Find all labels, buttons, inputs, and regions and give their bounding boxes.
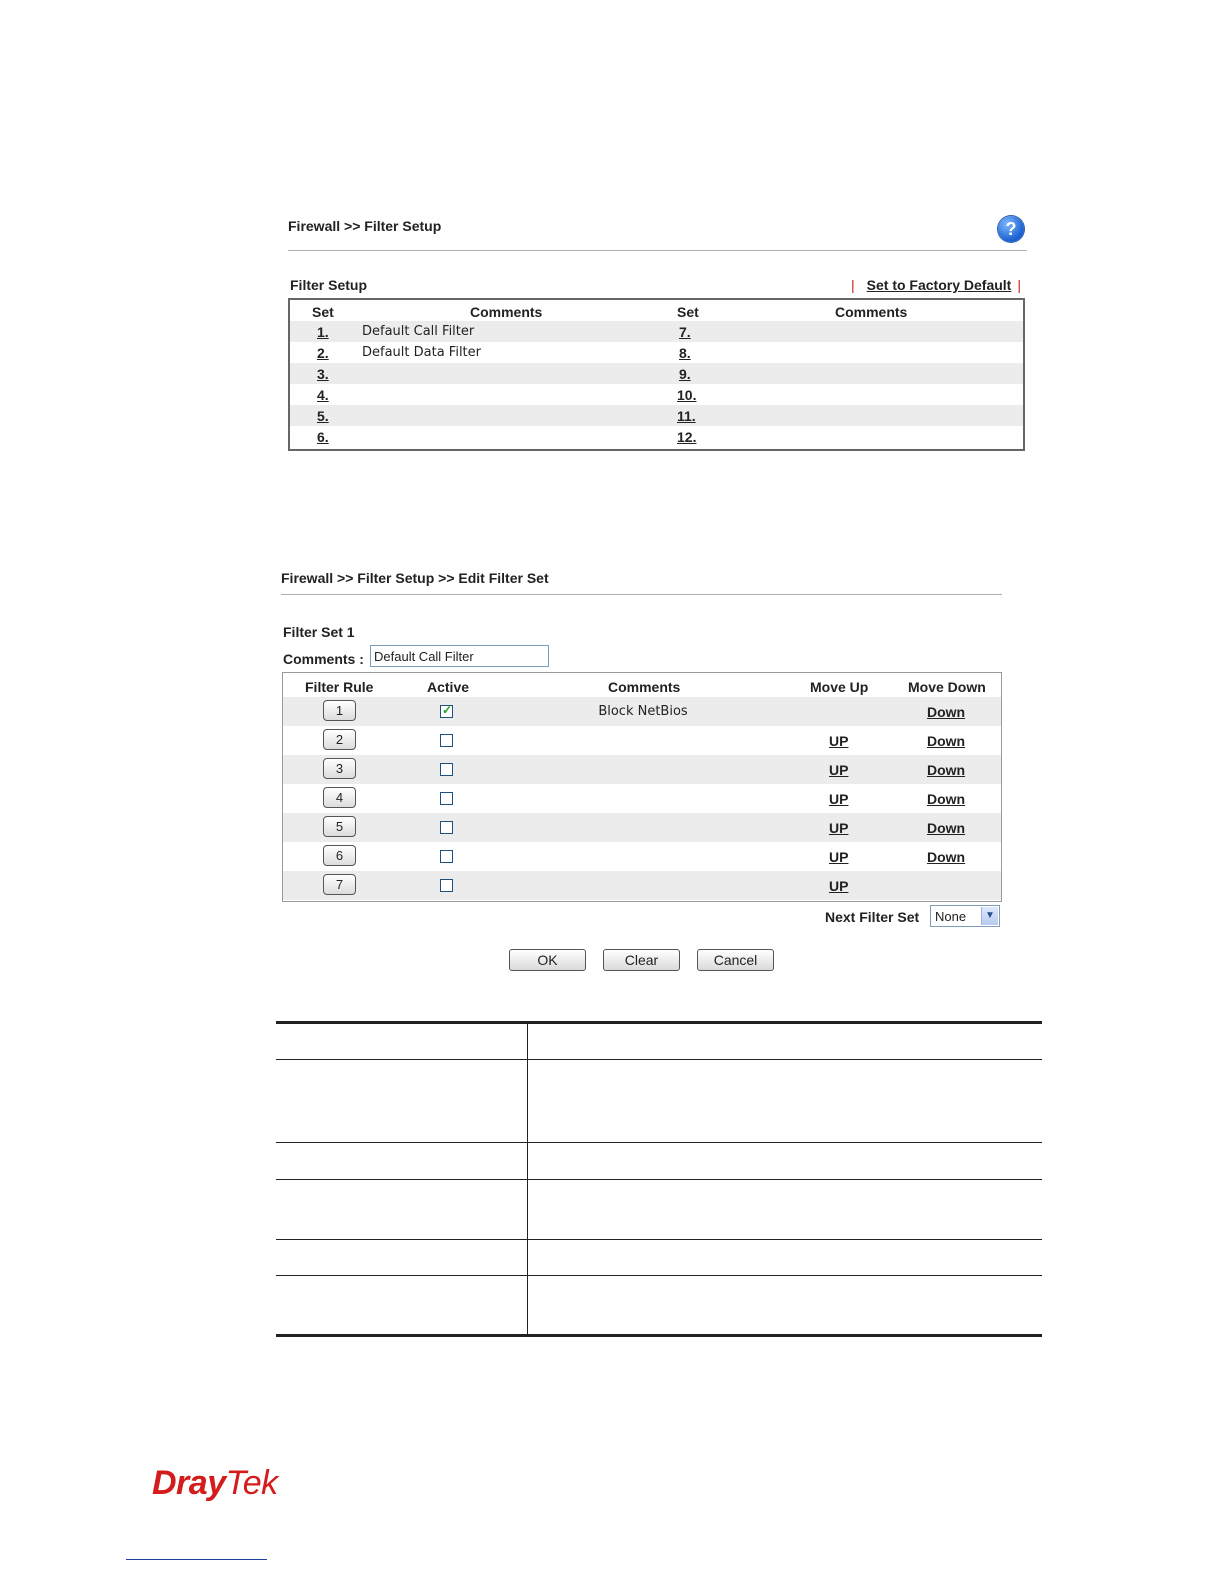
next-filter-set-label: Next Filter Set xyxy=(825,909,920,925)
comments-label: Comments : xyxy=(283,651,364,667)
move-down-link[interactable]: Down xyxy=(927,791,966,807)
factory-default-area xyxy=(851,277,1021,293)
filter-setup-breadcrumb: Firewall >> Filter Setup xyxy=(288,218,442,234)
filter-set-link[interactable]: 7. xyxy=(679,324,691,340)
rule-comment: Block NetBios xyxy=(598,704,688,719)
edit-filter-set-breadcrumb: Firewall >> Filter Setup >> Edit Filter Set xyxy=(281,570,549,586)
active-checkbox[interactable] xyxy=(440,792,453,805)
separator: | xyxy=(851,277,855,293)
move-up-link[interactable]: UP xyxy=(829,733,849,749)
table-rule xyxy=(276,1275,1042,1276)
filter-set-name: Filter Set 1 xyxy=(283,624,355,640)
col-comments: Comments xyxy=(470,304,543,320)
help-icon[interactable]: ? xyxy=(998,216,1024,242)
table-header xyxy=(283,673,1001,697)
table-row xyxy=(283,726,1001,755)
col-set: Set xyxy=(677,304,699,320)
divider xyxy=(281,594,1002,595)
set-comment: Default Data Filter xyxy=(362,345,481,360)
filter-set-link[interactable]: 12. xyxy=(677,429,697,445)
active-checkbox[interactable] xyxy=(440,763,453,776)
move-down-link[interactable]: Down xyxy=(927,849,966,865)
filter-rule-button[interactable]: 4 xyxy=(323,787,356,808)
move-up-link[interactable]: UP xyxy=(829,762,849,778)
table-row xyxy=(290,321,1023,342)
filter-set-link[interactable]: 2. xyxy=(317,345,329,361)
table-border-bottom xyxy=(276,1334,1042,1337)
filter-rule-button[interactable]: 1 xyxy=(323,700,356,721)
table-rule xyxy=(276,1179,1042,1180)
table-row xyxy=(283,784,1001,813)
filter-rule-button[interactable]: 7 xyxy=(323,874,356,895)
table-row xyxy=(290,384,1023,405)
active-checkbox[interactable] xyxy=(440,879,453,892)
table-column-divider xyxy=(527,1021,528,1336)
divider xyxy=(288,250,1027,251)
clear-button[interactable]: Clear xyxy=(603,949,680,971)
next-filter-set-select[interactable] xyxy=(930,905,1000,927)
set-comment: Default Call Filter xyxy=(362,324,475,339)
table-row xyxy=(290,342,1023,363)
table-header xyxy=(290,300,1023,321)
table-border-top xyxy=(276,1021,1042,1024)
next-filter-set-value: None xyxy=(935,909,967,924)
table-rule xyxy=(276,1059,1042,1060)
filter-set-link[interactable]: 5. xyxy=(317,408,329,424)
col-active: Active xyxy=(427,679,470,695)
table-row xyxy=(290,363,1023,384)
active-checkbox[interactable] xyxy=(440,734,453,747)
move-down-link[interactable]: Down xyxy=(927,762,966,778)
table-rule xyxy=(276,1239,1042,1240)
move-up-link[interactable]: UP xyxy=(829,849,849,865)
filter-set-link[interactable]: 4. xyxy=(317,387,329,403)
filter-set-link[interactable]: 6. xyxy=(317,429,329,445)
filter-set-link[interactable]: 9. xyxy=(679,366,691,382)
ok-button[interactable]: OK xyxy=(509,949,586,971)
col-filter-rule: Filter Rule xyxy=(305,679,374,695)
table-row xyxy=(283,871,1001,900)
active-checkbox[interactable] xyxy=(440,821,453,834)
filter-set-link[interactable]: 10. xyxy=(677,387,697,403)
set-to-factory-default-link[interactable]: Set to Factory Default xyxy=(866,277,1012,293)
col-set: Set xyxy=(312,304,334,320)
col-move-up: Move Up xyxy=(810,679,869,695)
move-down-link[interactable]: Down xyxy=(927,733,966,749)
col-move-down: Move Down xyxy=(908,679,986,695)
filter-set-link[interactable]: 8. xyxy=(679,345,691,361)
table-rule xyxy=(276,1142,1042,1143)
move-up-link[interactable]: UP xyxy=(829,878,849,894)
filter-rule-button[interactable]: 6 xyxy=(323,845,356,866)
col-comments: Comments xyxy=(608,679,681,695)
move-down-link[interactable]: Down xyxy=(927,704,966,720)
filter-rules-table xyxy=(282,672,1002,902)
chevron-down-icon[interactable]: ▼ xyxy=(981,907,998,925)
filter-rule-button[interactable]: 5 xyxy=(323,816,356,837)
col-comments: Comments xyxy=(835,304,908,320)
table-row xyxy=(283,813,1001,842)
separator: | xyxy=(1017,277,1021,293)
filter-rule-button[interactable]: 3 xyxy=(323,758,356,779)
draytek-logo: DrayTek xyxy=(152,1464,278,1502)
table-row xyxy=(290,405,1023,426)
comments-input[interactable] xyxy=(370,645,549,667)
table-row xyxy=(290,426,1023,447)
filter-setup-caption: Filter Setup xyxy=(290,277,368,293)
move-down-link[interactable]: Down xyxy=(927,820,966,836)
filter-rule-button[interactable]: 2 xyxy=(323,729,356,750)
table-row xyxy=(283,697,1001,726)
filter-set-link[interactable]: 3. xyxy=(317,366,329,382)
table-row xyxy=(283,755,1001,784)
move-up-link[interactable]: UP xyxy=(829,820,849,836)
filter-sets-table xyxy=(288,298,1025,451)
filter-set-link[interactable]: 1. xyxy=(317,324,329,340)
active-checkbox[interactable] xyxy=(440,705,453,718)
cancel-button[interactable]: Cancel xyxy=(697,949,774,971)
footer-line xyxy=(126,1559,267,1560)
active-checkbox[interactable] xyxy=(440,850,453,863)
table-row xyxy=(283,842,1001,871)
move-up-link[interactable]: UP xyxy=(829,791,849,807)
filter-set-link[interactable]: 11. xyxy=(677,408,696,424)
